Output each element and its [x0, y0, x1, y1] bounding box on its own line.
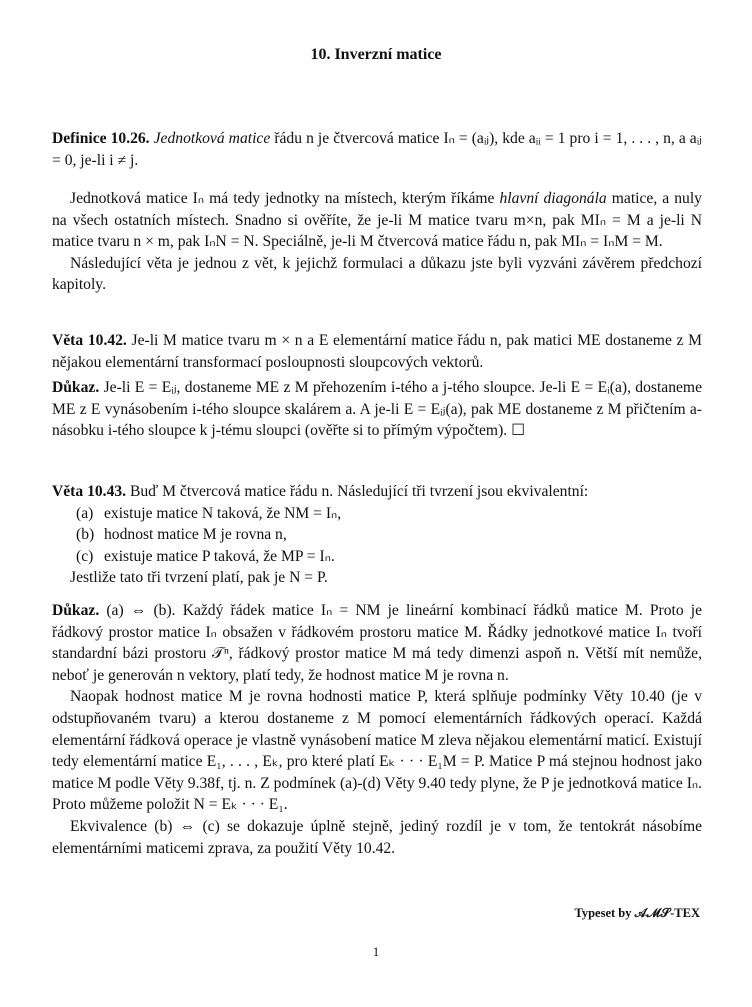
condition-list [52, 503, 702, 568]
list-item [52, 503, 702, 525]
definition-label: Definice 10.26. [52, 130, 150, 147]
paragraph-following: Následující věta je jednou z vět, k jejichž formulaci a důkazu jste byli vyzváni závěrem předchozí kapitoly. [52, 254, 702, 294]
theorem-conclusion: Jestliže tato tři tvrzení platí, pak je N = P. [70, 569, 328, 587]
list-text: existuje matice P taková, že MP = Iₙ. [104, 547, 335, 565]
proof-text: Je-li E = Eᵢⱼ, dostaneme ME z M přehozením i-tého a j-tého sloupce. Je-li E = Eᵢ(a), dostaneme ME z E vynásobením i-tého sloupce skalárem a. A je-li E = Eᵢⱼ(a), pak ME dostaneme z M přičtením a-násobku i-tého sloupce k j-tému sloupci (ověřte si to přímým výpočtem). [52, 379, 702, 440]
theorem-label: Věta 10.43. [52, 483, 127, 500]
proof-label: Důkaz. [52, 379, 100, 396]
theorem-label: Věta 10.42. [52, 332, 127, 349]
list-marker: (c) [76, 547, 94, 565]
proof-paragraph-3: Ekvivalence (b) ⇔ (c) se dokazuje úplně stejně, jediný rozdíl je v tom, že tentokrát násobíme elementárními maticemi zprava, za použití Věty 10.42. [52, 817, 702, 857]
term-main-diagonal: hlavní diagonála [499, 190, 607, 207]
paragraph-identity-start: Jednotková matice Iₙ má tedy jednotky na místech, kterým říkáme [70, 190, 495, 207]
paragraph-identity [52, 188, 702, 253]
definition-lead: Jednotková matice [153, 130, 271, 147]
proof-label: Důkaz. [52, 602, 100, 619]
list-text: hodnost matice M je rovna n, [104, 526, 287, 544]
list-marker: (a) [76, 504, 94, 522]
paragraph-identity-end: matice, a nuly na všech ostatních místech. Snadno si ověříte, že je-li M matice tvaru m×n, pak MIₙ = M a je-li N matice tvaru n × m, pak IₙN = N. Speciálně, je-li M čtvercová matice řádu n, pak MIₙ = IₙM = M. [52, 190, 702, 251]
intro-paragraphs [52, 188, 702, 296]
theorem-text: Je-li M matice tvaru m × n a E elementární matice řádu n, pak matici ME dostaneme z M nějakou elementární transformací posloupnosti sloupcových vektorů. [52, 332, 702, 371]
list-marker: (b) [76, 526, 95, 544]
list-text: existuje matice N taková, že NM = Iₙ, [104, 504, 342, 522]
qed-symbol: ☐ [511, 421, 526, 440]
proof-10-43 [52, 600, 702, 859]
page-title: 10. Inverzní matice [310, 46, 442, 63]
proof-10-42 [52, 377, 702, 442]
page-number: 1 [372, 944, 380, 959]
theorem-10-43 [52, 481, 702, 589]
definition-text: řádu n je čtvercová matice Iₙ = (aᵢⱼ), kde aᵢᵢ = 1 pro i = 1, . . . , n, a aᵢⱼ = 0, je-li i ≠ j. [52, 130, 702, 169]
list-item [52, 546, 702, 568]
list-item [52, 524, 702, 546]
proof-paragraph-1: (a) ⇔ (b). Každý řádek matice Iₙ = NM je lineární kombinací řádků matice M. Proto je řádkový prostor matice Iₙ obsažen v řádkovém prostoru matice M. Řádky jednotkové matice Iₙ tvoří standardní bázi prostoru 𝒯ⁿ, řádkový prostor matice M má tedy dimenzi aspoň n. Větší mít nemůže, neboť je generován n vektory, platí tedy, že hodnost matice M je rovna n. [52, 602, 702, 684]
typeset-note: Typeset by 𝒜ℳ𝒮-TEX [574, 906, 700, 920]
definition-block [52, 128, 702, 171]
theorem-text: Buď M čtvercová matice řádu n. Následující tři tvrzení jsou ekvivalentní: [129, 483, 589, 500]
theorem-10-42 [52, 330, 702, 373]
proof-paragraph-2: Naopak hodnost matice M je rovna hodnosti matice P, která splňuje podmínky Věty 10.40 (je v odstupňovaném tvaru) a kterou dostaneme z M pomocí elementárních řádkových operací. Každá elementární řádková operace je vlastně vynásobení matice M zleva nějakou elementární maticí. Existují tedy elementární matice E₁, . . . , Eₖ, pro které platí Eₖ · · · E₁M = P. Matice P má stejnou hodnost jako matice M podle Věty 9.38f, tj. n. Z podmínek (a)-(d) Věty 9.40 tedy plyne, že P je jednotková matice Iₙ. Proto můžeme položit N = Eₖ · · · E₁. [52, 688, 702, 814]
